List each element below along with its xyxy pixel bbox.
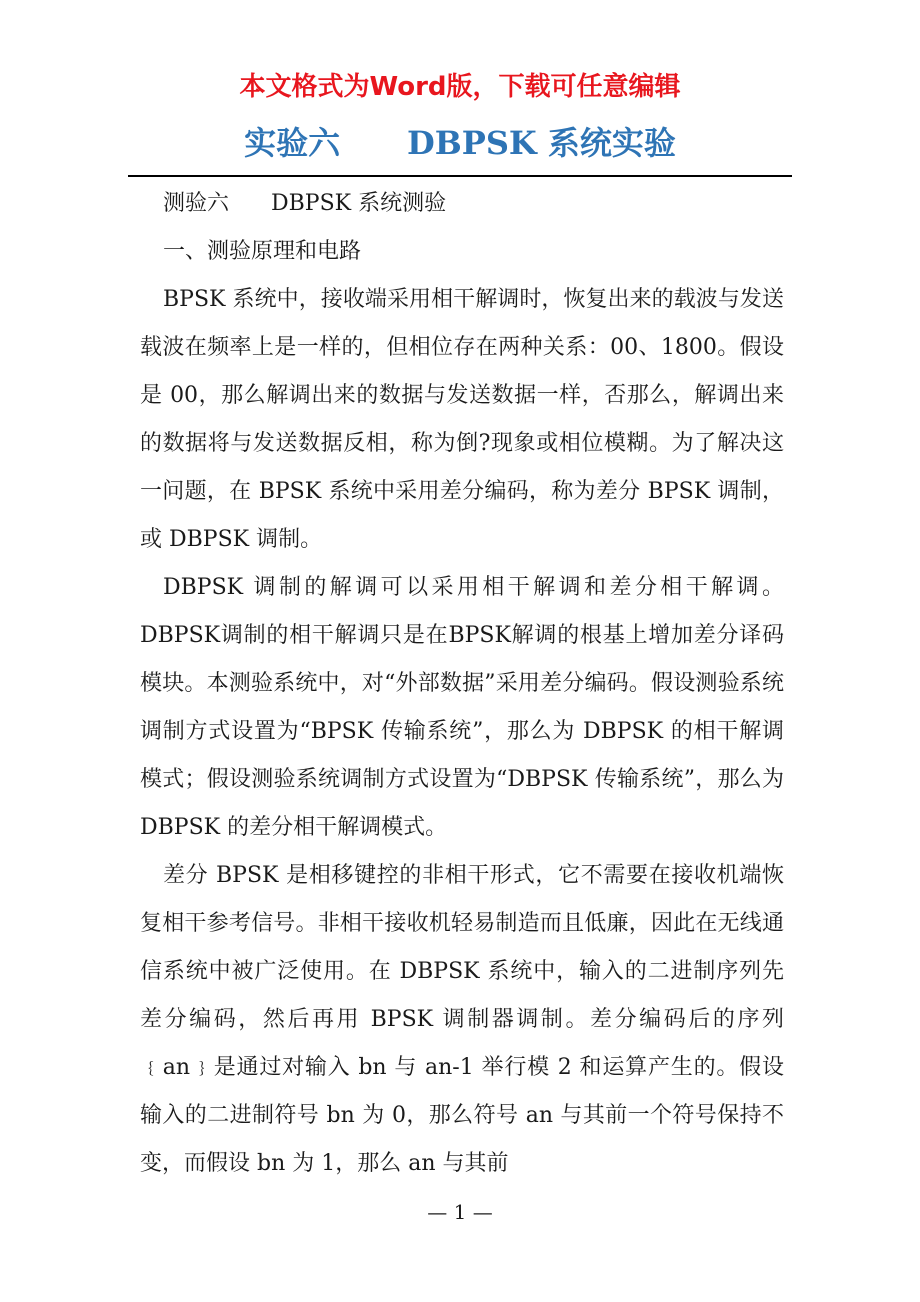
download-banner: 本文格式为Word版，下载可任意编辑 [239,72,681,102]
page-title: 实验六 DBPSK 系统实验 [244,124,676,162]
page-number: — 1 — [427,1200,493,1224]
document-body [140,180,784,1188]
paragraph-1: BPSK 系统中，接收端采用相干解调时，恢复出来的载波与发送载波在频率上是一样的，但相位存在两种关系：00、1800。假设是 00，那么解调出来的数据与发送数据一样，否那么，解调出来的数据将与发送数据反相，称为倒?现象或相位模糊。为了解决这一问题，在 BPSK 系统中采用差分编码，称为差分 BPSK 调制，或 DBPSK 调制。 [140,287,784,552]
title-divider [128,175,792,177]
document-subtitle: 测验六 DBPSK 系统测验 [163,191,447,216]
paragraph-3: 差分 BPSK 是相移键控的非相干形式，它不需要在接收机端恢复相干参考信号。非相干接收机轻易制造而且低廉，因此在无线通信系统中被广泛使用。在 DBPSK 系统中，输入的二进制序列先差分编码，然后再用 BPSK 调制器调制。差分编码后的序列﹛an﹜是通过对输入 bn 与 an-1 举行模 2 和运算产生的。假设输入的二进制符号 bn 为 0，那么符号 an 与其前一个符号保持不变，而假设 bn 为 1，那么 an 与其前 [140,863,784,1176]
section-heading: 一、测验原理和电路 [163,239,362,264]
paragraph-2: DBPSK 调制的解调可以采用相干解调和差分相干解调。DBPSK调制的相干解调只是在BPSK解调的根基上增加差分译码模块。本测验系统中，对“外部数据”采用差分编码。假设测验系统调制方式设置为“BPSK 传输系统”，那么为 DBPSK 的相干解调模式；假设测验系统调制方式设置为“DBPSK 传输系统”，那么为 DBPSK 的差分相干解调模式。 [140,575,784,840]
